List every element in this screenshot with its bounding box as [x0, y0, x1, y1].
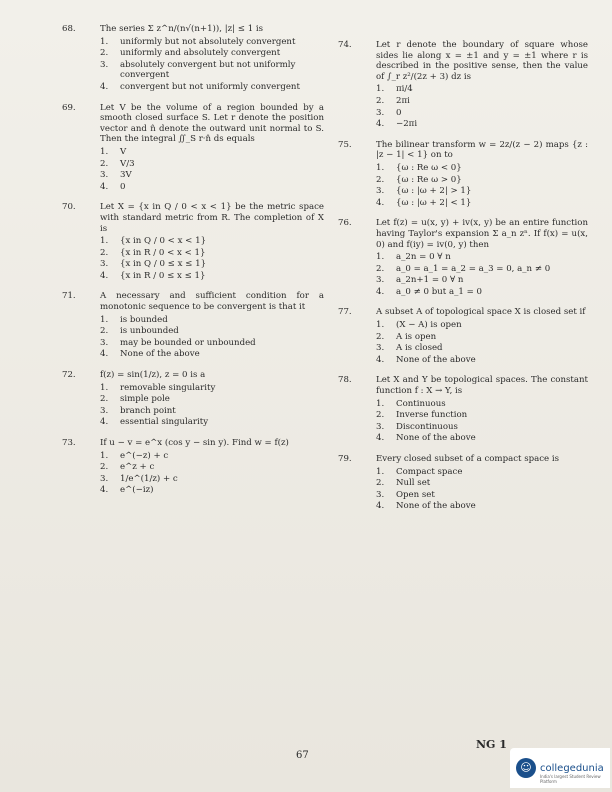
option: [100, 248, 324, 259]
option-number: 1.: [376, 84, 385, 95]
question-number: 79.: [338, 454, 352, 464]
option: [100, 462, 324, 473]
option-text: V: [120, 146, 127, 157]
option: [100, 236, 324, 247]
option-text: a_2n = 0 ∀ n: [396, 252, 451, 263]
option: [100, 182, 324, 193]
options-list: [100, 315, 324, 360]
question: [338, 218, 588, 297]
option: [100, 338, 324, 349]
option-number: 4.: [376, 119, 385, 130]
option-text: simple pole: [120, 394, 170, 405]
option-text: may be bounded or unbounded: [120, 337, 256, 348]
question: [62, 370, 324, 428]
option: [376, 467, 588, 478]
option-text: −2πi: [396, 119, 418, 130]
question-stem: A subset A of topological space X is closed set if: [376, 307, 586, 318]
question-stem: Let X and Y be topological spaces. The constant function f : X → Y, is: [376, 375, 588, 397]
option-number: 3.: [100, 405, 109, 416]
question-number: 76.: [338, 218, 352, 229]
option: [376, 355, 588, 366]
left-column: [62, 24, 324, 506]
option: [100, 159, 324, 170]
question-number: 71.: [62, 291, 76, 302]
question: [338, 140, 588, 209]
option: [376, 96, 588, 107]
options-list: [376, 320, 588, 365]
option-number: 4.: [376, 501, 385, 512]
option: [376, 186, 588, 197]
question-stem: Let V be the volume of a region bounded by a smooth closed surface S. Let r denote the position vector and n̂ denote the outward unit normal to S. Then the integral ∬_S r·n̂ ds equals: [100, 102, 324, 145]
option-number: 2.: [100, 247, 109, 258]
option: [100, 406, 324, 417]
option-number: 4.: [376, 286, 385, 297]
option-text: {x in Q / 0 ≤ x ≤ 1}: [120, 259, 207, 270]
option-number: 2.: [376, 410, 385, 421]
options-list: [100, 383, 324, 428]
logo-tagline: India's largest Student Review Platform: [540, 774, 601, 784]
options-list: [376, 467, 588, 512]
question: [338, 454, 588, 512]
option-text: (X − A) is open: [396, 320, 462, 331]
option-number: 2.: [376, 331, 385, 342]
option-text: e^(−z) + c: [120, 450, 169, 461]
option-number: 1.: [100, 36, 109, 47]
option: [100, 170, 324, 181]
option-number: 4.: [100, 181, 109, 192]
question-number: 70.: [62, 202, 76, 213]
option: [100, 485, 324, 496]
question-stem: The series Σ z^n/(n√(n+1)), |z| ≤ 1 is: [100, 24, 264, 34]
question-stem: The bilinear transform w = 2z/(z − 2) maps {z : |z − 1| < 1} on to: [376, 139, 588, 161]
question: [62, 24, 324, 93]
option: [100, 394, 324, 405]
option: [100, 37, 324, 48]
option-text: Open set: [396, 489, 435, 500]
option-text: {ω : Re ω < 0}: [396, 162, 462, 173]
option: [100, 451, 324, 462]
question: [62, 103, 324, 193]
option-number: 4.: [100, 417, 109, 428]
option-text: None of the above: [396, 501, 476, 512]
question-number: 69.: [62, 102, 76, 113]
option-number: 2.: [376, 174, 385, 185]
option-number: 2.: [376, 95, 385, 106]
question: [62, 202, 324, 281]
question-number: 74.: [338, 40, 352, 50]
option: [376, 433, 588, 444]
option-text: Null set: [396, 478, 431, 489]
right-column: [338, 40, 588, 522]
option: [100, 326, 324, 337]
option: [100, 60, 324, 81]
option: [376, 343, 588, 354]
option-text: 1/e^(1/z) + c: [120, 473, 178, 484]
option-number: 2.: [376, 478, 385, 489]
option-number: 4.: [376, 197, 385, 208]
option-number: 1.: [376, 398, 385, 409]
options-list: [376, 163, 588, 208]
option-text: absolutely convergent but not uniformly convergent: [120, 59, 296, 81]
option: [376, 198, 588, 209]
option-number: 4.: [100, 81, 109, 92]
question-stem: f(z) = sin(1/z), z = 0 is a: [100, 370, 206, 381]
option-text: 2πi: [396, 95, 410, 106]
option-number: 3.: [100, 170, 109, 181]
option-number: 1.: [376, 162, 385, 173]
option-number: 3.: [376, 489, 385, 500]
option: [376, 84, 588, 95]
question-number: 75.: [338, 139, 352, 150]
option: [376, 275, 588, 286]
option-number: 4.: [100, 485, 109, 496]
question: [62, 291, 324, 360]
option: [376, 163, 588, 174]
question-number: 68.: [62, 24, 76, 34]
options-list: [376, 399, 588, 444]
option-text: A is closed: [396, 343, 443, 354]
logo-text: collegedunia: [540, 762, 604, 774]
options-list: [376, 252, 588, 297]
option-number: 4.: [376, 433, 385, 444]
option-text: None of the above: [396, 354, 476, 365]
option-text: a_2n+1 = 0 ∀ n: [396, 275, 464, 286]
options-list: [100, 236, 324, 281]
question-stem: Every closed subset of a compact space is: [376, 454, 560, 464]
option-number: 4.: [100, 349, 109, 360]
option-number: 1.: [100, 450, 109, 461]
option-text: πi/4: [396, 84, 413, 95]
option: [100, 147, 324, 158]
option-text: Compact space: [396, 466, 463, 477]
option: [376, 332, 588, 343]
page-number: 67: [296, 750, 309, 761]
option-number: 1.: [100, 146, 109, 157]
option: [100, 474, 324, 485]
option-number: 3.: [376, 421, 385, 432]
option: [376, 422, 588, 433]
option: [100, 383, 324, 394]
option-number: 2.: [100, 158, 109, 169]
option-text: essential singularity: [120, 417, 209, 428]
option: [376, 252, 588, 263]
option-text: 3V: [120, 170, 132, 181]
option: [376, 287, 588, 298]
option-number: 1.: [100, 314, 109, 325]
option-text: {x in Q / 0 < x < 1}: [120, 236, 207, 247]
option-number: 1.: [376, 466, 385, 477]
question-stem: A necessary and sufficient condition for a monotonic sequence to be convergent is that it: [100, 291, 324, 313]
option-number: 3.: [100, 473, 109, 484]
option: [100, 259, 324, 270]
option-number: 2.: [100, 462, 109, 473]
question: [338, 40, 588, 130]
question-number: 72.: [62, 370, 76, 381]
option-number: 3.: [376, 343, 385, 354]
question: [62, 438, 324, 496]
option-number: 1.: [376, 320, 385, 331]
option-text: Discontinuous: [396, 421, 458, 432]
option: [100, 82, 324, 93]
option-number: 1.: [100, 236, 109, 247]
option-text: a_0 ≠ 0 but a_1 = 0: [396, 286, 482, 297]
option-text: V/3: [120, 158, 135, 169]
option-number: 3.: [100, 59, 109, 70]
option-number: 1.: [100, 382, 109, 393]
option-text: convergent but not uniformly convergent: [120, 81, 300, 92]
option-number: 1.: [376, 252, 385, 263]
question-number: 73.: [62, 438, 76, 448]
question-stem: If u − v = e^x (cos y − sin y). Find w = f(z): [100, 438, 289, 448]
option-text: {ω : |ω + 2| < 1}: [396, 197, 472, 208]
option-text: {x in R / 0 ≤ x ≤ 1}: [120, 270, 206, 281]
option-text: is bounded: [120, 314, 168, 325]
option-text: Inverse function: [396, 410, 468, 421]
option: [100, 349, 324, 360]
question-stem: Let r denote the boundary of square whose sides lie along x = ±1 and y = ±1 where r is described in the positive sense, then the value of ∫_r z²/(2z + 3) dz is: [376, 40, 588, 82]
option-text: is unbounded: [120, 326, 179, 337]
option-text: uniformly and absolutely convergent: [120, 48, 281, 59]
graduate-icon: ☺: [516, 758, 536, 778]
options-list: [100, 37, 324, 93]
option: [376, 108, 588, 119]
question: [338, 307, 588, 365]
option-text: {x in R / 0 < x < 1}: [120, 247, 206, 258]
option-text: e^z + c: [120, 462, 155, 473]
option-text: uniformly but not absolutely convergent: [120, 36, 296, 47]
option-number: 2.: [376, 263, 385, 274]
option-text: None of the above: [120, 349, 200, 360]
option: [376, 478, 588, 489]
option-text: {ω : Re ω > 0}: [396, 174, 462, 185]
paper-code: NG 1: [476, 738, 507, 751]
option-number: 2.: [100, 326, 109, 337]
option: [376, 501, 588, 512]
option-text: A is open: [396, 331, 437, 342]
option-number: 3.: [100, 259, 109, 270]
question-number: 78.: [338, 375, 352, 386]
options-list: [100, 451, 324, 496]
option-text: branch point: [120, 405, 176, 416]
option: [100, 417, 324, 428]
options-list: [100, 147, 324, 192]
option-number: 4.: [376, 354, 385, 365]
option: [376, 410, 588, 421]
option-text: Continuous: [396, 398, 446, 409]
option-number: 2.: [100, 394, 109, 405]
option: [100, 315, 324, 326]
option: [376, 264, 588, 275]
option: [100, 48, 324, 59]
option-number: 2.: [100, 48, 109, 59]
option-number: 3.: [376, 275, 385, 286]
option: [376, 490, 588, 501]
option-text: 0: [120, 181, 126, 192]
option-text: 0: [396, 107, 402, 118]
question-stem: Let f(z) = u(x, y) + iv(x, y) be an entire function having Taylor's expansion Σ a_n zⁿ. If f(x) = u(x, 0) and f(iy) = iv(0, y) then: [376, 218, 588, 250]
option-number: 4.: [100, 270, 109, 281]
option-text: e^(−iz): [120, 485, 154, 496]
option: [100, 271, 324, 282]
option-number: 3.: [376, 186, 385, 197]
option: [376, 119, 588, 130]
option-text: {ω : |ω + 2| > 1}: [396, 186, 472, 197]
question: [338, 375, 588, 444]
question-number: 77.: [338, 307, 352, 318]
option-number: 3.: [376, 107, 385, 118]
option: [376, 399, 588, 410]
option-text: a_0 = a_1 = a_2 = a_3 = 0, a_n ≠ 0: [396, 263, 551, 274]
question-stem: Let X = {x in Q / 0 < x < 1} be the metric space with standard metric from R. The completion of X is: [100, 202, 324, 234]
watermark-logo: [510, 748, 610, 788]
options-list: [376, 84, 588, 129]
option: [376, 175, 588, 186]
option-number: 3.: [100, 337, 109, 348]
option: [376, 320, 588, 331]
option-text: removable singularity: [120, 382, 216, 393]
option-text: None of the above: [396, 433, 476, 444]
